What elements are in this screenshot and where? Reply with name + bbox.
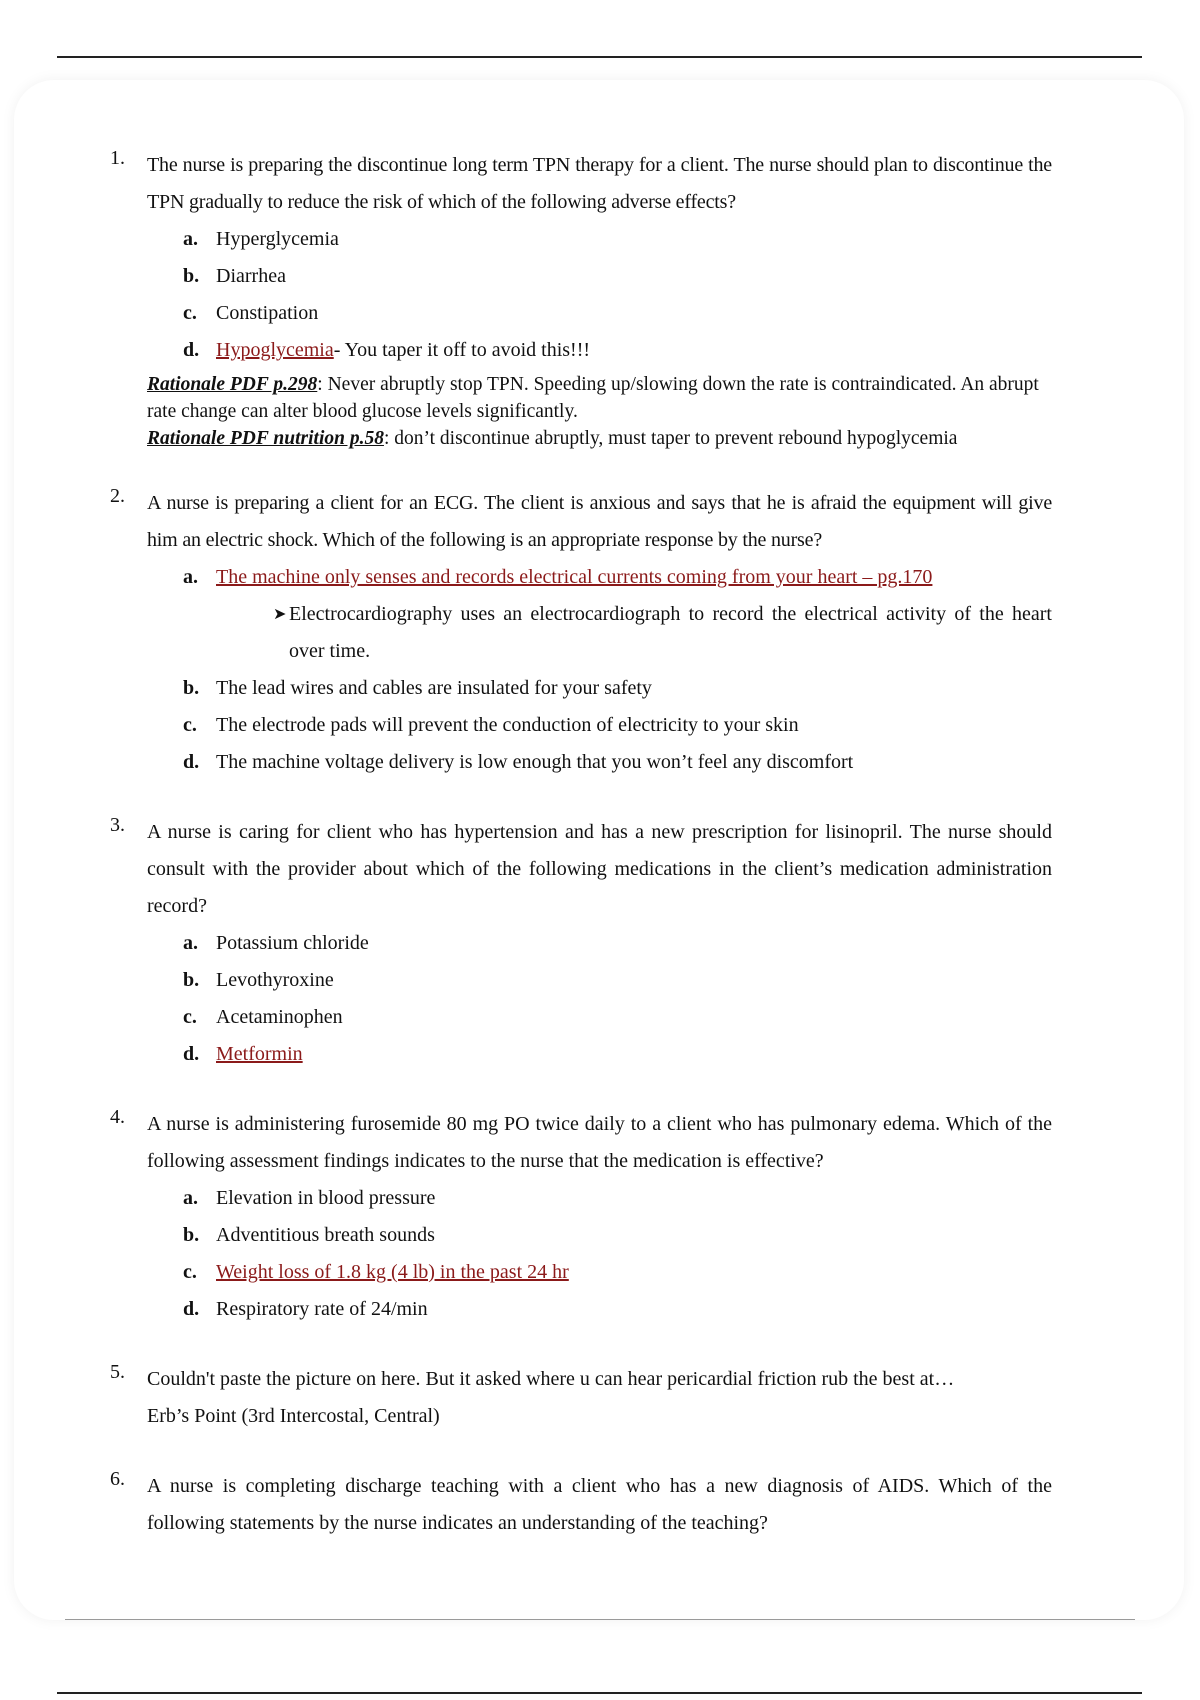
correct-answer: The machine only senses and records electrical currents coming from your heart – pg.170 [216, 566, 933, 588]
question-number: 3. [110, 814, 125, 836]
options-list [183, 925, 1052, 1073]
option-label: b. [183, 677, 200, 699]
option-text: Diarrhea [216, 265, 286, 287]
option-d-correct [183, 1036, 1052, 1073]
question-text: A nurse is caring for client who has hypertension and has a new prescription for lisinopril. The nurse should consult with the provider about which of the following medications in the client’s medication administration record? [147, 821, 1052, 917]
option-text: Adventitious breath sounds [216, 1224, 435, 1246]
option-label: a. [183, 932, 198, 954]
option-text: The electrode pads will prevent the conduction of electricity to your skin [216, 714, 799, 736]
question-6 [110, 1468, 1052, 1542]
question-1 [110, 147, 1052, 452]
question-text: The nurse is preparing the discontinue long term TPN therapy for a client. The nurse should plan to discontinue the TPN gradually to reduce the risk of which of the following adverse effects? [147, 154, 1052, 213]
option-a [183, 1180, 1052, 1217]
question-text: A nurse is completing discharge teaching with a client who has a new diagnosis of AIDS. Which of the following statements by the nurse indicates an understanding of the teaching? [147, 1475, 1052, 1534]
option-label: b. [183, 969, 200, 991]
question-text: A nurse is preparing a client for an ECG. The client is anxious and says that he is afraid the equipment will give him an electric shock. Which of the following is an appropriate response by the nurse? [147, 492, 1052, 551]
option-text: Constipation [216, 302, 319, 324]
option-a-correct [183, 559, 1052, 596]
option-c-correct [183, 1254, 1052, 1291]
option-b [183, 962, 1052, 999]
option-text: Respiratory rate of 24/min [216, 1298, 428, 1320]
rationale-reference[interactable]: Rationale PDF p.298 [147, 374, 318, 395]
page-footer-rule [65, 1619, 1135, 1620]
rationale-text: : don’t discontinue abruptly, must taper to prevent rebound hypoglycemia [383, 428, 958, 449]
option-b [183, 670, 1052, 707]
option-c [183, 999, 1052, 1036]
options-list [183, 559, 1052, 596]
arrow-bullet-icon: ➤ [273, 606, 287, 623]
answer-note [273, 596, 1052, 670]
option-b [183, 258, 1052, 295]
option-c [183, 295, 1052, 332]
option-c [183, 707, 1052, 744]
option-a [183, 221, 1052, 258]
correct-answer: Weight loss of 1.8 kg (4 lb) in the past 24 hr [216, 1261, 569, 1283]
option-text: Potassium chloride [216, 932, 369, 954]
option-b [183, 1217, 1052, 1254]
question-number: 2. [110, 485, 125, 507]
options-list [183, 670, 1052, 781]
top-rule [57, 56, 1142, 58]
option-label: c. [183, 1261, 197, 1283]
option-label: a. [183, 566, 198, 588]
option-label: a. [183, 228, 198, 250]
question-number: 6. [110, 1468, 125, 1490]
question-number: 4. [110, 1106, 125, 1128]
option-label: c. [183, 302, 197, 324]
option-label: b. [183, 1224, 200, 1246]
question-number: 1. [110, 147, 125, 169]
question-5 [110, 1361, 1052, 1435]
options-list [183, 221, 1052, 369]
answer-text: Erb’s Point (3rd Intercostal, Central) [147, 1405, 440, 1427]
question-text: A nurse is administering furosemide 80 mg PO twice daily to a client who has pulmonary edema. Which of the following assessment findings indicates to the nurse that the medication is effective? [147, 1113, 1052, 1172]
option-text: Hyperglycemia [216, 228, 339, 250]
option-label: b. [183, 265, 200, 287]
option-text: Elevation in blood pressure [216, 1187, 436, 1209]
option-d [183, 744, 1052, 781]
correct-answer: Metformin [216, 1043, 303, 1065]
rationale-reference[interactable]: Rationale PDF nutrition p.58 [147, 428, 384, 449]
options-list [183, 1180, 1052, 1328]
option-label: d. [183, 1043, 200, 1065]
question-text: Couldn't paste the picture on here. But it asked where u can hear pericardial friction rub the best at… [147, 1368, 955, 1390]
option-label: d. [183, 339, 200, 361]
note-text: Electrocardiography uses an electrocardiograph to record the electrical activity of the heart over time. [289, 603, 1052, 662]
question-number: 5. [110, 1361, 125, 1383]
option-label: a. [183, 1187, 198, 1209]
option-label: c. [183, 714, 197, 736]
rationale-text: : Never abruptly stop TPN. Speeding up/slowing down the rate is contraindicated. An abrupt rate change can alter blood glucose levels significantly. [147, 374, 1039, 422]
bottom-rule [57, 1692, 1142, 1694]
question-2 [110, 485, 1052, 781]
rationale [147, 371, 1052, 452]
option-text: Acetaminophen [216, 1006, 343, 1028]
option-text: The machine voltage delivery is low enough that you won’t feel any discomfort [216, 751, 854, 773]
answer-comment: - You taper it off to avoid this!!! [333, 339, 591, 361]
option-d [183, 1291, 1052, 1328]
question-3 [110, 814, 1052, 1073]
option-text: The lead wires and cables are insulated for your safety [216, 677, 652, 699]
question-4 [110, 1106, 1052, 1328]
correct-answer: Hypoglycemia [216, 339, 334, 361]
option-label: d. [183, 751, 200, 773]
option-text: Levothyroxine [216, 969, 334, 991]
option-label: d. [183, 1298, 200, 1320]
option-a [183, 925, 1052, 962]
option-label: c. [183, 1006, 197, 1028]
option-d-correct [183, 332, 1052, 369]
document-content [110, 147, 1052, 1575]
